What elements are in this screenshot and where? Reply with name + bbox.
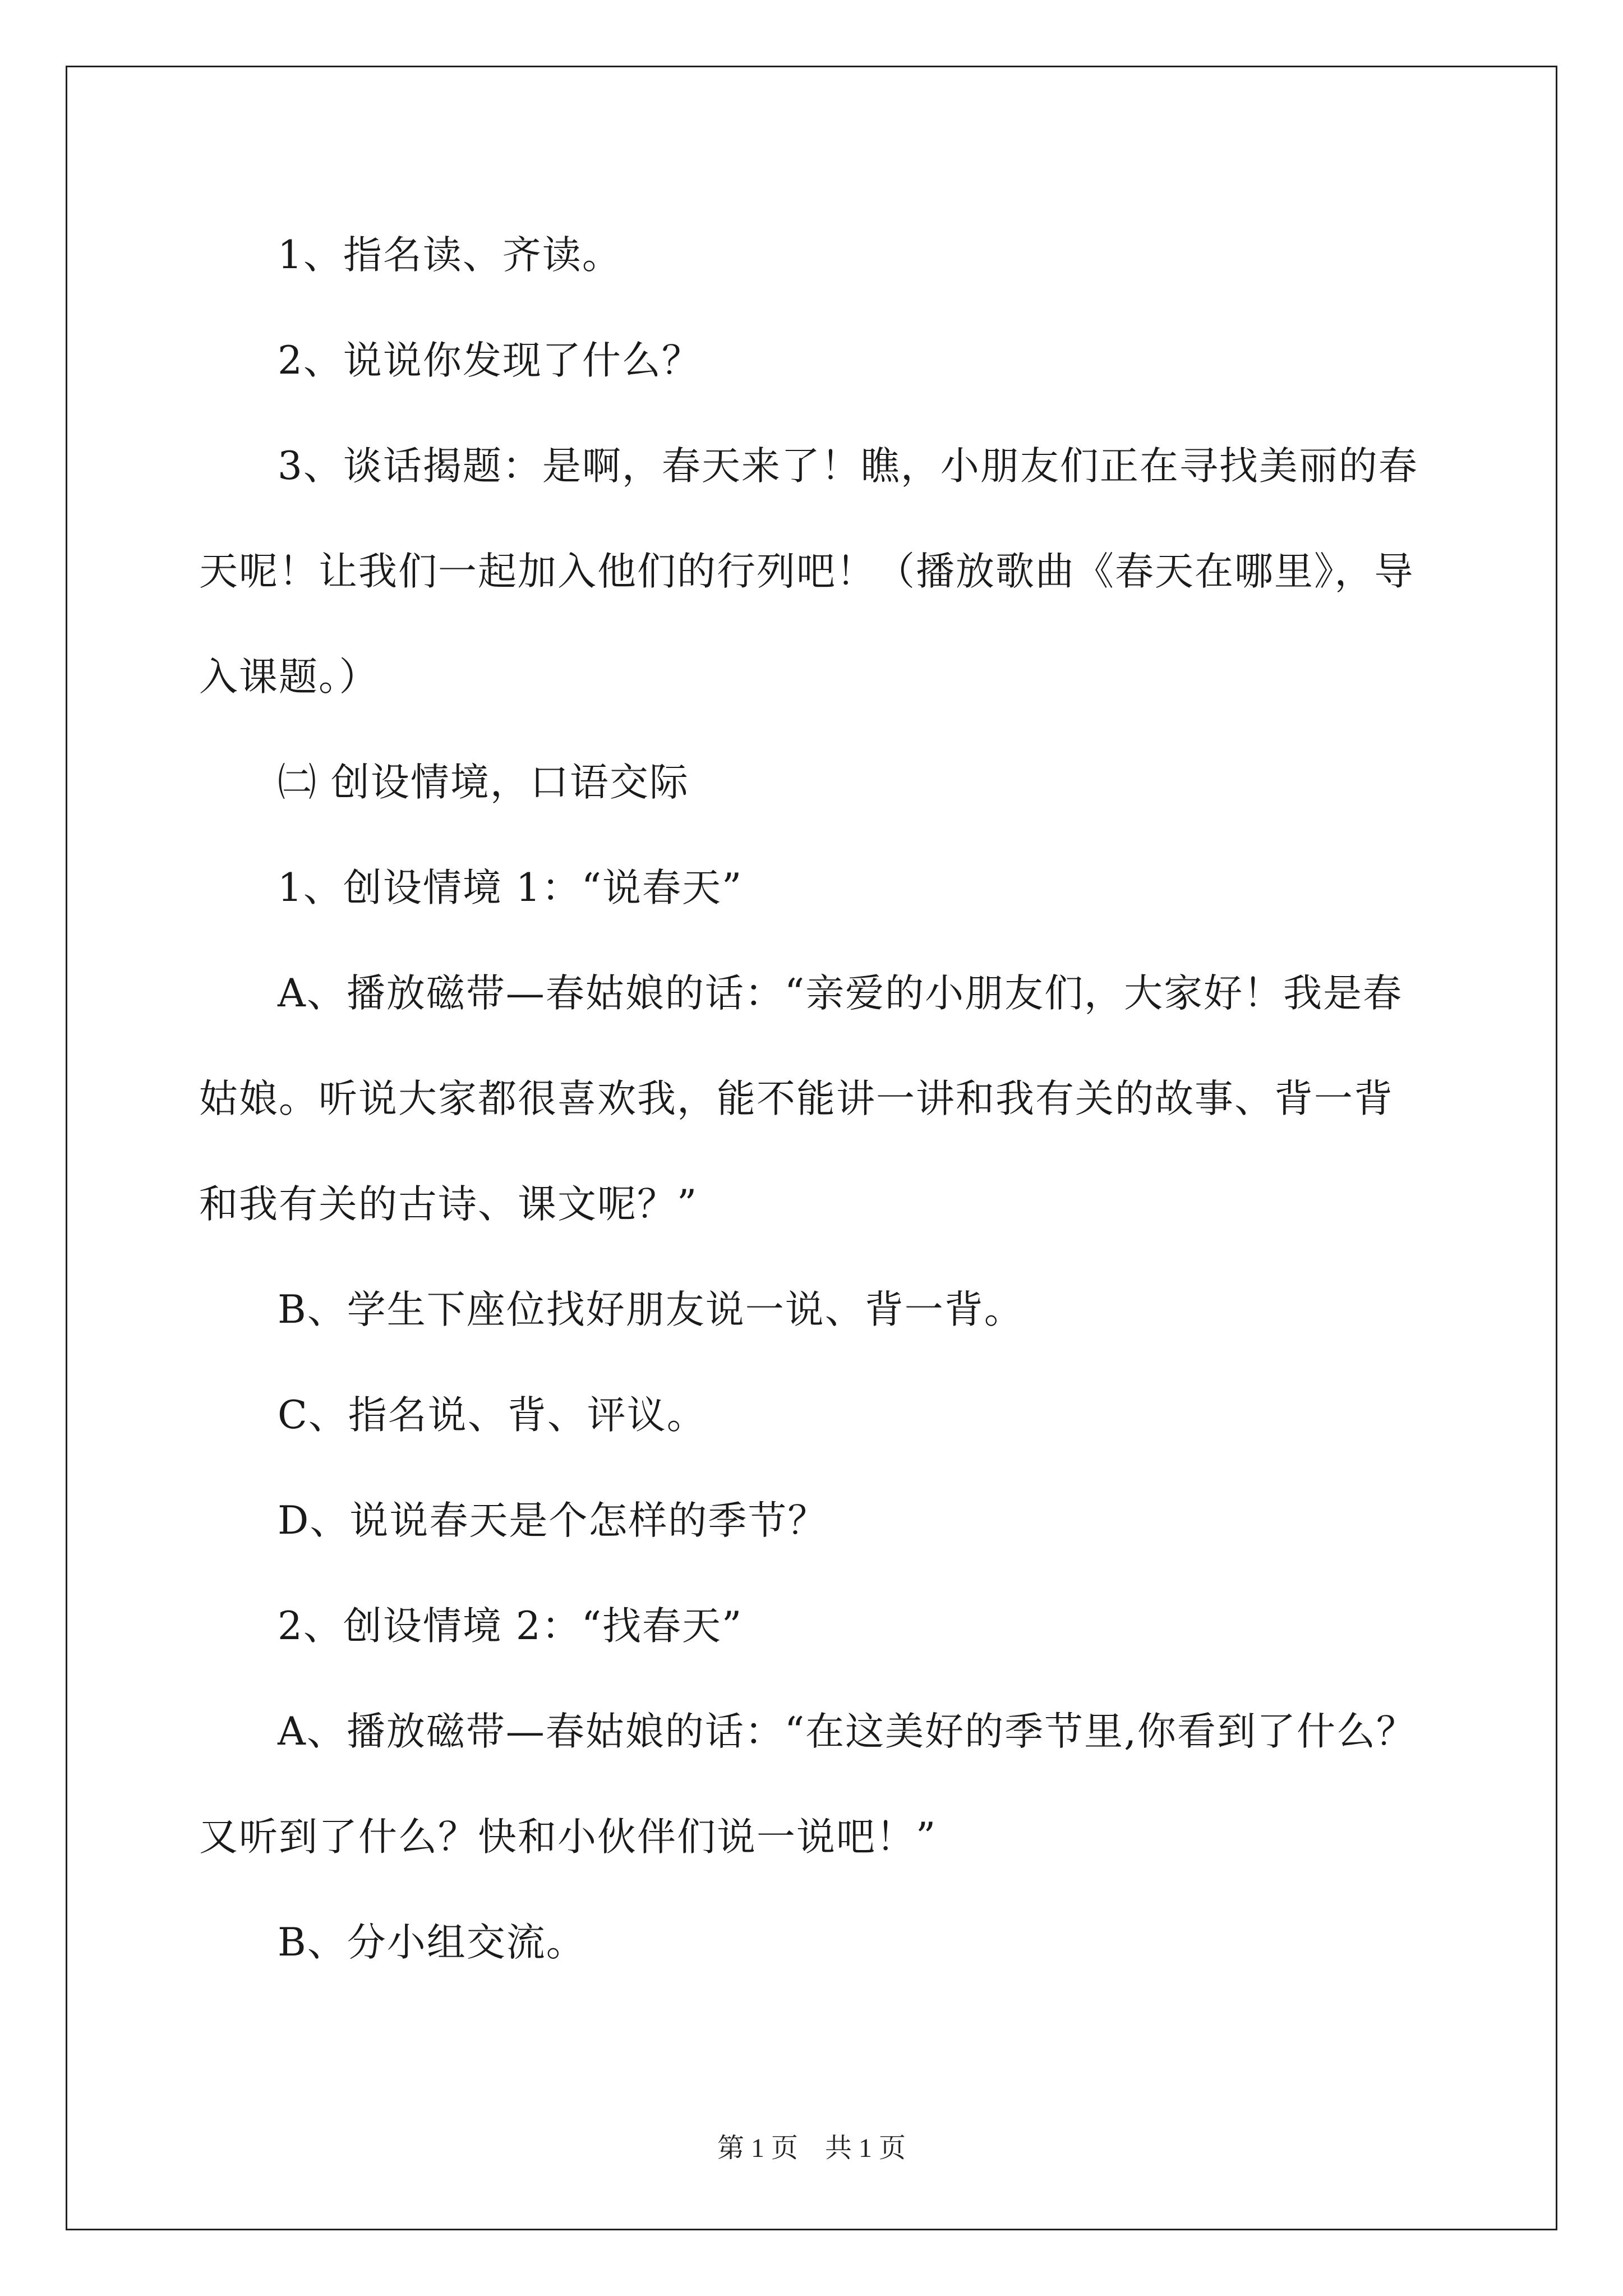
paragraph-line: 1、创设情境 1：“说春天” [278,866,743,910]
paragraph-line: 又听到了什么？快和小伙伴们说一说吧！” [199,1815,937,1860]
paragraph-line: 姑娘。听说大家都很喜欢我，能不能讲一讲和我有关的故事、背一背 [199,1076,1394,1121]
paragraph-line: D、说说春天是个怎样的季节？ [278,1498,828,1543]
paragraph-line: A、播放磁带—春姑娘的话：“亲爱的小朋友们，大家好！我是春 [278,971,1403,1016]
section-heading: ㈡ 创设情境，口语交际 [278,760,689,805]
paragraph-line: 入课题。） [199,655,379,700]
paragraph-line: 和我有关的古诗、课文呢？” [199,1182,698,1227]
paragraph-line: C、指名说、背、评议。 [278,1393,707,1438]
paragraph-line: 天呢！让我们一起加入他们的行列吧！（播放歌曲《春天在哪里》，导 [199,549,1414,594]
page-number-footer: 第 1 页 共 1 页 [717,2133,906,2163]
paragraph-line: 3、谈话揭题：是啊，春天来了！瞧，小朋友们正在寻找美丽的春 [278,444,1418,489]
paragraph-line: B、分小组交流。 [278,1920,586,1965]
paragraph-line: 2、创设情境 2：“找春天” [278,1604,743,1649]
paragraph-line: B、学生下座位找好朋友说一说、背一背。 [278,1287,1024,1332]
paragraph-line: 1、指名读、齐读。 [278,233,622,278]
paragraph-line: A、播放磁带—春姑娘的话：“在这美好的季节里,你看到了什么？ [278,1709,1417,1754]
paragraph-line: 2、说说你发现了什么？ [278,338,702,383]
page-border [66,66,1557,2230]
